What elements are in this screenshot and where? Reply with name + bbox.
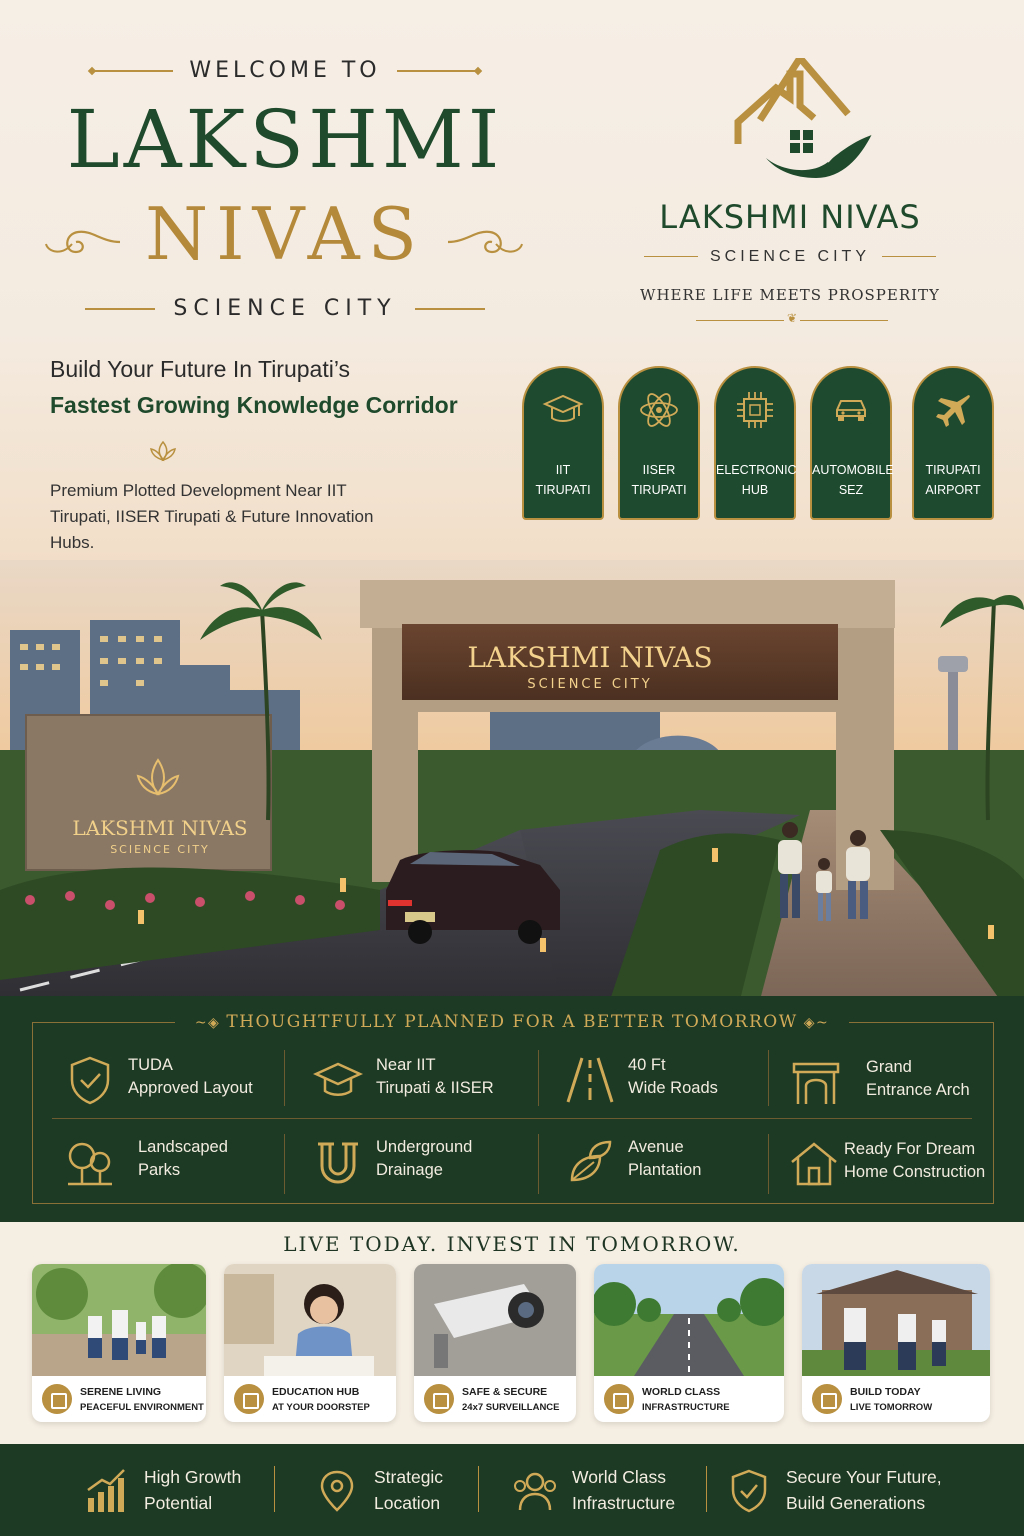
feature-drainage <box>312 1132 542 1192</box>
avenue-road-photo <box>594 1264 784 1376</box>
car-icon <box>829 388 873 432</box>
feature-text: TUDA Approved Layout <box>128 1056 253 1097</box>
leaf-badge-icon <box>42 1384 72 1414</box>
card-subtitle: AT YOUR DOORSTEP <box>272 1402 370 1413</box>
airplane-icon <box>931 388 975 432</box>
card-title: BUILD TODAY <box>850 1386 921 1398</box>
card-title: WORLD CLASS <box>642 1386 721 1398</box>
welcome-rule-left <box>93 70 173 72</box>
building-badge-icon <box>604 1384 634 1414</box>
landmark-tile-electronic-hub <box>714 366 796 520</box>
footer-text: Strategic Location <box>374 1467 444 1513</box>
graduation-cap-icon <box>312 1054 364 1106</box>
feature-text: Avenue Plantation <box>628 1138 702 1179</box>
landmark-label: AUTOMOBILE SEZ <box>812 463 894 497</box>
landmark-label: IISER TIRUPATI <box>631 463 687 497</box>
title-deco-left-icon: ~◈ <box>194 1015 221 1031</box>
lifestyle-card-serene <box>32 1264 206 1422</box>
hero-section <box>0 0 1024 600</box>
family-park-photo <box>32 1264 206 1376</box>
lifestyle-card-build-today <box>802 1264 990 1422</box>
tagline-line2: Fastest Growing Knowledge Corridor <box>50 392 458 418</box>
feature-entrance-arch <box>790 1052 1020 1112</box>
title-deco-right-icon: ◈~ <box>803 1015 830 1031</box>
logo-rule-left <box>644 256 698 257</box>
feature-near-iit <box>312 1050 542 1110</box>
welcome-heading <box>40 58 530 83</box>
people-icon <box>512 1468 558 1514</box>
footer-text: High Growth Potential <box>144 1467 242 1513</box>
features-title <box>0 1012 1024 1032</box>
feature-row-separator <box>52 1118 972 1119</box>
atom-icon <box>637 388 681 432</box>
feature-home-construction <box>788 1134 1018 1194</box>
footer-bar <box>0 1444 1024 1536</box>
feature-separator <box>284 1134 285 1194</box>
logo-divider <box>696 320 888 321</box>
footer-text: World Class Infrastructure <box>572 1467 676 1513</box>
project-description: Premium Plotted Development Near IIT Tirupati, IISER Tirupati & Future Innovation Hubs. <box>50 481 374 552</box>
feature-wide-roads <box>564 1050 794 1110</box>
feature-tuda <box>64 1050 294 1110</box>
wall-sign-name: LAKSHMI NIVAS <box>72 816 248 840</box>
chip-icon <box>733 388 777 432</box>
feature-separator <box>538 1050 539 1106</box>
location-pin-icon <box>314 1468 360 1514</box>
features-section <box>0 996 1024 1236</box>
landmark-tiles <box>522 366 1002 522</box>
card-title: SERENE LIVING <box>80 1386 162 1398</box>
feature-text: Underground Drainage <box>376 1138 473 1179</box>
road-icon <box>564 1054 616 1106</box>
trees-icon <box>64 1136 116 1188</box>
card-subtitle: LIVE TOMORROW <box>850 1402 933 1413</box>
landmark-label: TIRUPATI AIRPORT <box>925 463 981 497</box>
welcome-rule-right <box>397 70 477 72</box>
lifestyle-card-security <box>414 1264 576 1422</box>
feature-separator <box>768 1134 769 1194</box>
logo-rule-right <box>882 256 936 257</box>
cctv-camera-photo <box>414 1264 576 1376</box>
project-title-line2: NIVAS <box>145 192 425 276</box>
card-subtitle: PEACEFUL ENVIRONMENT <box>80 1402 204 1413</box>
feature-parks <box>64 1132 294 1192</box>
logo-name: LAKSHMI NIVAS <box>659 198 921 236</box>
lotus-small-icon <box>148 440 178 464</box>
live-today-title: LIVE TODAY. INVEST IN TOMORROW. <box>283 1232 741 1256</box>
girl-studying-photo <box>224 1264 396 1376</box>
growth-chart-icon <box>84 1468 130 1514</box>
welcome-text: WELCOME TO <box>189 58 381 83</box>
landmark-tile-airport <box>912 366 994 520</box>
card-title: EDUCATION HUB <box>272 1386 360 1398</box>
feature-plantation <box>564 1132 794 1192</box>
project-title-line1: LAKSHMI <box>66 93 504 186</box>
subtitle-rule-right <box>415 308 485 310</box>
card-subtitle: INFRASTRUCTURE <box>642 1402 730 1413</box>
footer-text: Secure Your Future, Build Generations <box>786 1467 942 1513</box>
subtitle-text: SCIENCE CITY <box>173 296 397 321</box>
swirl-right-icon <box>446 222 526 262</box>
graduation-cap-icon <box>541 388 585 432</box>
lifestyle-card-infrastructure <box>594 1264 784 1422</box>
lifestyle-card-education <box>224 1264 396 1422</box>
project-subtitle <box>40 296 530 321</box>
features-title-text: THOUGHTFULLY PLANNED FOR A BETTER TOMORROW <box>226 1012 798 1032</box>
leaves-icon <box>564 1136 616 1188</box>
pipe-icon <box>312 1136 364 1188</box>
card-subtitle: 24x7 SURVEILLANCE <box>462 1402 560 1413</box>
feature-text: Landscaped Parks <box>138 1138 228 1179</box>
landmark-tile-iiser <box>618 366 700 520</box>
landmark-label: IIT TIRUPATI <box>535 463 591 497</box>
entrance-arch-scene <box>0 560 1024 1000</box>
entrance-scene-illustration <box>0 560 1024 1000</box>
shield-check-icon <box>64 1054 116 1106</box>
footer-separator <box>274 1466 275 1512</box>
feature-separator <box>538 1134 539 1194</box>
tagline-line1: Build Your Future In Tirupati’s <box>50 356 351 382</box>
feature-text: Ready For Dream Home Construction <box>844 1140 986 1181</box>
landmark-tile-iit <box>522 366 604 520</box>
shield-badge-icon <box>424 1384 454 1414</box>
arch-sign-sub: SCIENCE CITY <box>527 677 653 692</box>
footer-separator <box>706 1466 707 1512</box>
card-title: SAFE & SECURE <box>462 1386 548 1398</box>
logo-subtitle <box>630 248 950 266</box>
house-badge-icon <box>812 1384 842 1414</box>
landmark-tile-automobile-sez <box>810 366 892 520</box>
family-home-photo <box>802 1264 990 1376</box>
logo-sub-text: SCIENCE CITY <box>709 248 870 265</box>
footer-separator <box>478 1466 479 1512</box>
feature-text: 40 Ft Wide Roads <box>628 1056 718 1097</box>
logo-tagline: WHERE LIFE MEETS PROSPERITY <box>640 286 940 304</box>
house-icon <box>788 1138 840 1190</box>
feature-text: Near IIT Tirupati & IISER <box>376 1056 494 1097</box>
wall-sign-sub: SCIENCE CITY <box>110 843 210 856</box>
subtitle-rule-left <box>85 308 155 310</box>
feature-separator <box>768 1050 769 1106</box>
feature-text: Grand Entrance Arch <box>866 1058 970 1099</box>
book-badge-icon <box>234 1384 264 1414</box>
feature-separator <box>284 1050 285 1106</box>
landmark-label: ELECTRONIC HUB <box>716 463 797 497</box>
house-leaf-logo-icon <box>730 58 880 188</box>
arch-sign-name: LAKSHMI NIVAS <box>467 641 713 674</box>
arch-icon <box>790 1056 842 1108</box>
shield-check-icon <box>726 1468 772 1514</box>
